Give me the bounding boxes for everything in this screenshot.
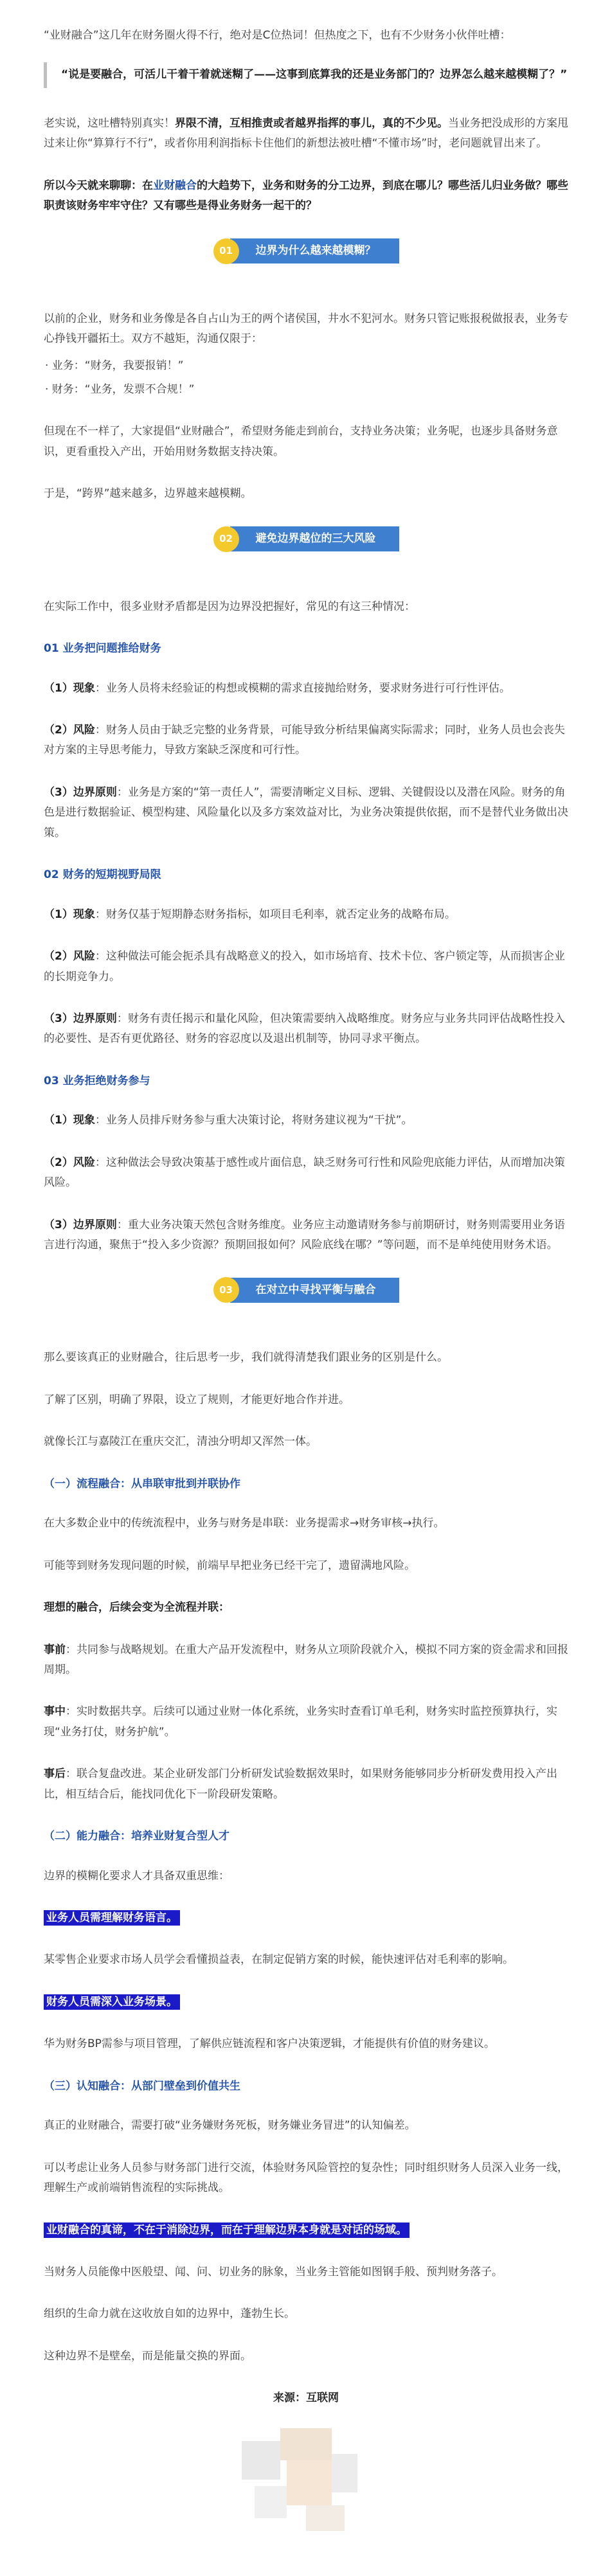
stage-item xyxy=(44,1640,568,1681)
s2-paragraph-1: 在实际工作中，很多业财矛盾都是因为边界没把握好，常见的有这三种情况： xyxy=(44,600,415,613)
risk-heading-02: 02 财务的短期视野局限 xyxy=(44,868,161,882)
fusion-heading-ability: （二）能力融合：培养业财复合型人才 xyxy=(44,1830,230,1843)
item-label: （3）边界原则 xyxy=(44,785,117,799)
s3-paragraph-10: 真正的业财融合，需要打破“业务嫌财务死板，财务嫌业务冒进”的认知偏差。 xyxy=(44,2119,416,2133)
risk-item xyxy=(44,1111,568,1131)
s3-paragraph-5: 可能等到财务发现问题的时候，前端早早把业务已经干完了，遗留满地风险。 xyxy=(44,1559,415,1572)
item-text: ：业务人员排斥财务参与重大决策讨论，将财务建议视为“干扰”。 xyxy=(94,1114,413,1127)
s3-paragraph-12: 当财务人员能像中医般望、闻、问、切业务的脉象，当业务主管能如图钢手般、预判财务落子。 xyxy=(44,2265,503,2278)
intro-paragraph: “业财融合”这几年在财务圈火得不行，绝对是C位热词！但热度之下，也有不少财务小伙伴吐槽： xyxy=(44,29,511,42)
risk-item xyxy=(44,1215,568,1256)
item-text: ：财务有责任揭示和量化风险，但决策需要纳入战略维度。财务应与业务共同评估战略性投入的必要性、是否有更优路径、财务的容忍度以及退出机制等，协同寻求平衡点。 xyxy=(44,1012,565,1046)
s1-paragraph-3: 于是，“跨界”越来越多，边界越来越模糊。 xyxy=(44,487,252,501)
risk-item xyxy=(44,720,568,761)
section-title: 在对立中寻找平衡与融合 xyxy=(230,1278,399,1303)
item-label: 事前 xyxy=(44,1643,66,1656)
p1-text-c: 当业务把没成形的方案甩过来让你“算算行不行”，或者你用利润指标卡住他们的新想法被吐槽“不懂市场”时，老问题就冒出来了。 xyxy=(44,116,568,150)
item-text: ：联合复盘改进。某企业研发部门分析研发试验数据效果时，如果财务能够同步分析研发费用投入产出比，相互结合后，能找同优化下一阶段研发策略。 xyxy=(44,1767,557,1801)
item-text: ：业务人员将未经验证的构想或模糊的需求直接抛给财务，要求财务进行可行性评估。 xyxy=(94,681,510,695)
risk-item xyxy=(44,1009,568,1050)
risk-heading-01: 01 业务把问题推给财务 xyxy=(44,642,161,656)
qr-code-icon xyxy=(242,2428,370,2537)
s1-paragraph-1: 以前的企业，财务和业务像是各自占山为王的两个诸侯国，井水不犯河水。财务只管记账报税做报表，业务专心挣钱开疆拓土。双方不越矩，沟通仅限于： xyxy=(44,312,568,346)
risk-heading-03: 03 业务拒绝财务参与 xyxy=(44,1074,150,1087)
stage-item xyxy=(44,1702,568,1742)
p2-text-b: 的大趋势下，业务和财务的分工边界，到底在哪儿？哪些活儿归业务做？哪些职责该财务牢牢守住？又有哪些是得业务财务一起干的？ xyxy=(44,179,568,213)
risk-item xyxy=(44,905,568,925)
item-text: ：财务人员由于缺乏完整的业务背景，可能导致分析结果偏离实际需求；同时，业务人员也会丧失对方案的主导思考能力，导致方案缺乏深度和可行性。 xyxy=(44,724,565,757)
item-text: ：这种做法会导致决策基于感性或片面信息，缺乏财务可行性和风险兜底能力评估，从而增加决策风险。 xyxy=(44,1156,565,1190)
s3-paragraph-11: 可以考虑让业务人员参与财务部门进行交流，体验财务风险管控的复杂性；同时组织财务人员深入业务一线，理解生产或前端销售流程的实际挑战。 xyxy=(44,2161,568,2195)
risk-item xyxy=(44,1153,568,1194)
qr-code-area xyxy=(44,2428,568,2537)
risk-item xyxy=(44,783,568,843)
section-number-badge: 02 xyxy=(213,526,239,552)
highlight-text: 业财融合的真谛，不在于消除边界，而在于理解边界本身就是对话的场域。 xyxy=(44,2223,410,2238)
highlight-block xyxy=(44,1992,568,2012)
item-label: （2）风险 xyxy=(44,724,95,737)
item-label: 事中 xyxy=(44,1705,66,1719)
p1-text-a: 老实说，这吐槽特别真实！ xyxy=(44,116,175,130)
highlight-text: 业务人员需理解财务语言。 xyxy=(44,1910,180,1926)
s3-paragraph-4: 在大多数企业中的传统流程中，业务与财务是串联：业务提需求→财务审核→执行。 xyxy=(44,1517,445,1530)
item-label: （1）现象 xyxy=(44,681,95,695)
s3-paragraph-13: 组织的生命力就在这收放自如的边界中，蓬勃生长。 xyxy=(44,2307,295,2321)
s3-paragraph-7: 边界的模糊化要求人才具备双重思维： xyxy=(44,1869,230,1883)
paragraph-2 xyxy=(44,176,568,217)
section-header-01 xyxy=(44,238,568,264)
item-label: 事后 xyxy=(44,1767,66,1781)
yecai-link[interactable]: 业财融合 xyxy=(153,179,197,192)
s3-paragraph-8: 某零售企业要求市场人员学会看懂损益表，在制定促销方案的时候，能快速评估对毛利率的影响。 xyxy=(44,1953,514,1967)
source-credit: 来源：互联网 xyxy=(273,2392,339,2405)
risk-item xyxy=(44,947,568,987)
list-item: · 财务：“业务，发票不合规！” xyxy=(45,382,195,396)
highlight-block xyxy=(44,2221,568,2241)
stage-item xyxy=(44,1764,568,1805)
s3-paragraph-3: 就像长江与嘉陵江在重庆交汇，清浊分明却又浑然一体。 xyxy=(44,1435,317,1449)
s1-paragraph-2: 但现在不一样了，大家提倡“业财融合”，希望财务能走到前台，支持业务决策；业务呢，也逐步具备财务意识，更看重投入产出，开始用财务数据支持决策。 xyxy=(44,425,558,458)
highlight-text: 财务人员需深入业务场景。 xyxy=(44,1994,180,2010)
fusion-heading-process: （一）流程融合：从串联审批到并联协作 xyxy=(44,1477,240,1490)
risk-item xyxy=(44,679,568,699)
section-number-badge: 01 xyxy=(213,238,239,264)
item-text: ：共同参与战略规划。在重大产品开发流程中，财务从立项阶段就介入，模拟不同方案的资金需求和回报周期。 xyxy=(44,1643,568,1676)
item-label: （3）边界原则 xyxy=(44,1012,117,1025)
s3-paragraph-14: 这种边界不是壁垒，而是能量交换的界面。 xyxy=(44,2349,251,2363)
s3-paragraph-1: 那么要该真正的业财融合，往后思考一步，我们就得清楚我们跟业务的区别是什么。 xyxy=(44,1351,448,1364)
highlight-block xyxy=(44,1908,568,1928)
paragraph-1 xyxy=(44,114,568,154)
item-text: ：业务是方案的“第一责任人”，需要清晰定义目标、逻辑、关键假设以及潜在风险。财务的角色是进行数据验证、模型构建、风险量化以及多方案效益对比，为业务决策提供依据，而不是替代业务做出决策。 xyxy=(44,785,568,839)
item-label: （2）风险 xyxy=(44,950,95,963)
list-item: · 业务：“财务，我要报销！” xyxy=(45,359,184,372)
item-text: ：重大业务决策天然包含财务维度。业务应主动邀请财务参与前期研讨，财务则需要用业务语言进行沟通，聚焦于“投入多少资源？预期回报如何？风险底线在哪？”等问题，而不是单纯使用财务术语。 xyxy=(44,1218,565,1251)
item-label: （2）风险 xyxy=(44,1156,95,1169)
item-text: ：这种做法可能会扼杀具有战略意义的投入，如市场培育、技术卡位、客户锁定等，从而损害企业的长期竞争力。 xyxy=(44,950,565,983)
section-header-03 xyxy=(44,1277,568,1303)
s3-paragraph-9: 华为财务BP需参与项目管理，了解供应链流程和客户决策逻辑，才能提供有价值的财务建议。 xyxy=(44,2037,495,2051)
fusion-heading-cognition: （三）认知融合：从部门壁垒到价值共生 xyxy=(44,2079,240,2093)
item-label: （1）现象 xyxy=(44,908,95,921)
section-title: 边界为什么越来越模糊？ xyxy=(230,238,399,264)
section-title: 避免边界越位的三大风险 xyxy=(230,526,399,551)
section-header-02 xyxy=(44,526,568,552)
item-label: （1）现象 xyxy=(44,1114,95,1127)
item-text: ：实时数据共享。后续可以通过业财一体化系统，业务实时查看订单毛利，财务实时监控预算执行，实现“业务打仗，财务护航”。 xyxy=(44,1705,557,1739)
quote-text: “说是要融合，可活儿干着干着就迷糊了——这事到底算我的还是业务部门的？边界怎么越来越模糊了？” xyxy=(61,68,568,82)
quote-block xyxy=(44,62,568,87)
s3-paragraph-2: 了解了区别，明确了界限，设立了规则，才能更好地合作并进。 xyxy=(44,1393,350,1406)
p2-text-a: 所以今天就来聊聊：在 xyxy=(44,179,153,192)
item-label: （3）边界原则 xyxy=(44,1218,117,1231)
p1-emphasis: 界限不清，互相推责或者越界指挥的事儿，真的不少见。 xyxy=(175,116,448,130)
item-text: ：财务仅基于短期静态财务指标，如项目毛利率，就否定业务的战略布局。 xyxy=(94,908,456,921)
s3-paragraph-6: 理想的融合，后续会变为全流程并联： xyxy=(44,1601,230,1614)
dialogue-list xyxy=(44,356,568,400)
section-number-badge: 03 xyxy=(213,1277,239,1303)
